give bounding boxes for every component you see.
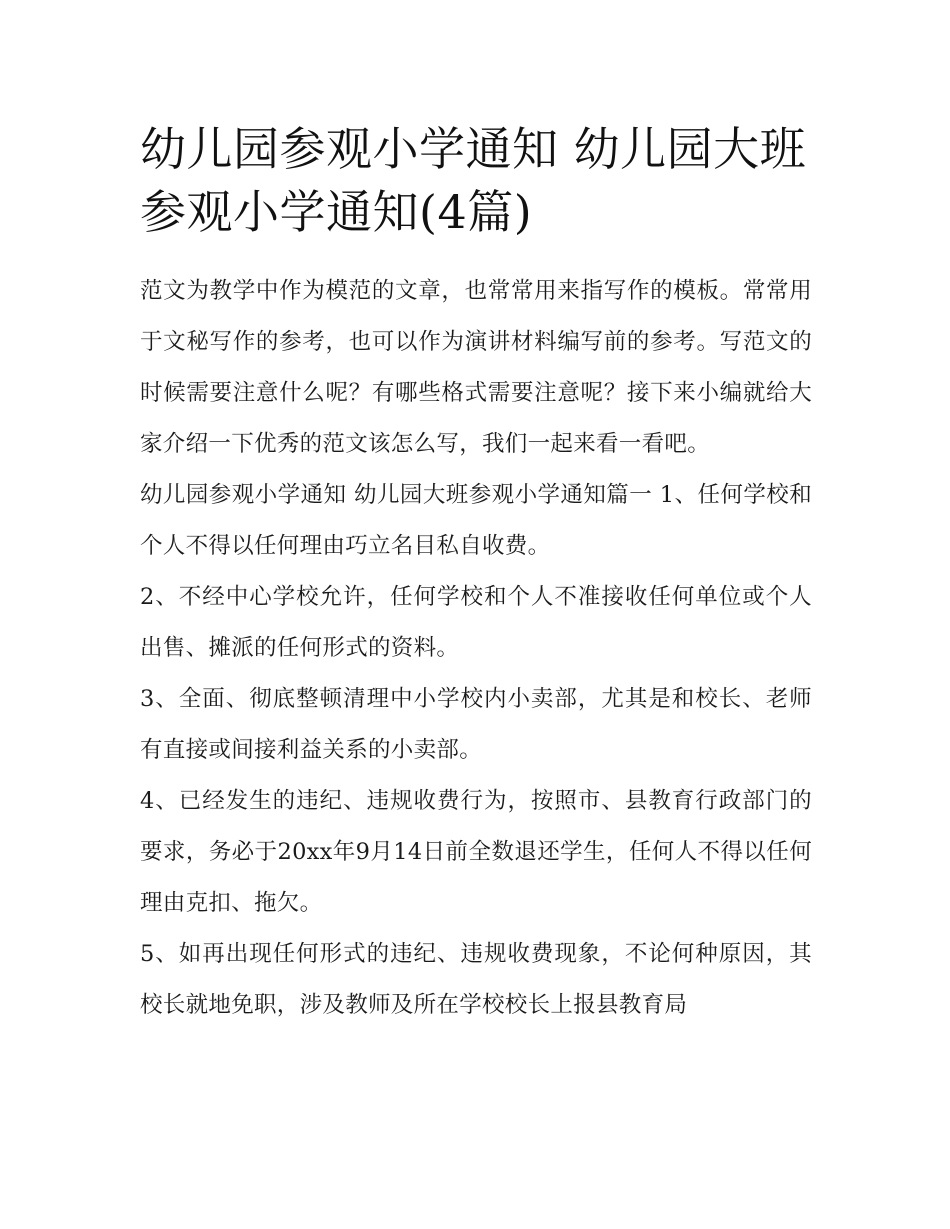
paragraph-item-2: 2、不经中心学校允许，任何学校和个人不准接收任何单位或个人出售、摊派的任何形式的资料。: [140, 584, 812, 661]
document-page: [140, 118, 812, 1031]
paragraph-section-1-item-1: 幼儿园参观小学通知 幼儿园大班参观小学通知篇一 1、任何学校和个人不得以任何理由巧立名目私自收费。: [140, 482, 812, 559]
paragraph-item-3: 3、全面、彻底整顿清理中小学校内小卖部，尤其是和校长、老师有直接或间接利益关系的小卖部。: [140, 686, 812, 763]
paragraph-item-5: 5、如再出现任何形式的违纪、违规收费现象，不论何种原因，其校长就地免职，涉及教师及所在学校校长上报县教育局: [140, 941, 812, 1018]
intro-paragraph: 范文为教学中作为模范的文章，也常常用来指写作的模板。常常用于文秘写作的参考，也可以作为演讲材料编写前的参考。写范文的时候需要注意什么呢？有哪些格式需要注意呢？接下来小编就给大家介绍一下优秀的范文该怎么写，我们一起来看一看吧。: [140, 278, 812, 457]
paragraph-item-4: 4、已经发生的违纪、违规收费行为，按照市、县教育行政部门的要求，务必于20xx年9月14日前全数退还学生，任何人不得以任何理由克扣、拖欠。: [140, 788, 812, 916]
document-title: 幼儿园参观小学通知 幼儿园大班参观小学通知(4篇): [140, 122, 807, 239]
